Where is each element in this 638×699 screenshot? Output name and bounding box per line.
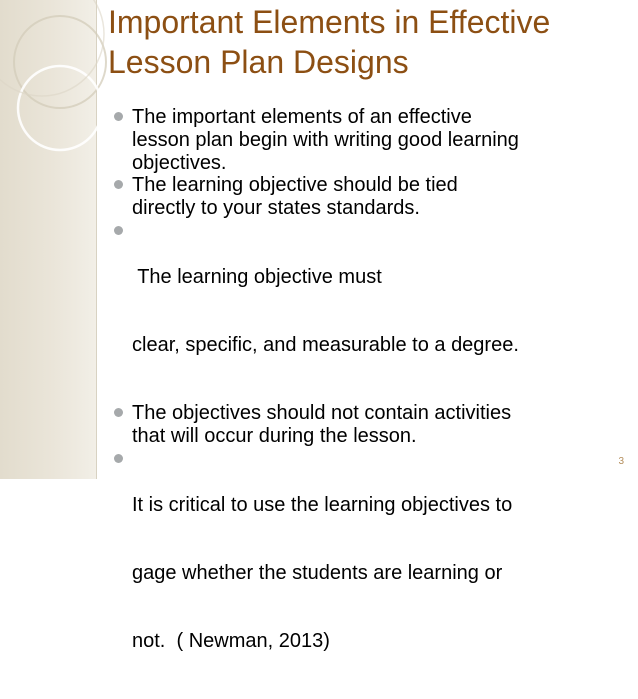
bullet-line: not. ( Newman, 2013) xyxy=(132,630,330,653)
bullet-item xyxy=(112,220,612,402)
bullet-line: directly to your states standards. xyxy=(132,197,420,220)
bullet-line: The learning objective must xyxy=(132,265,382,288)
bullet-icon xyxy=(114,408,123,417)
bullet-line: gage whether the students are learning or xyxy=(132,561,503,584)
bullet-icon xyxy=(114,180,123,189)
slide-title-line: Lesson Plan Designs xyxy=(108,44,409,80)
bullet-icon xyxy=(114,454,123,463)
bullet-line: lesson plan begin with writing good learning xyxy=(132,128,519,151)
bullet-line: clear, specific, and measurable to a degree. xyxy=(132,333,519,356)
bullet-line: The important elements of an effective xyxy=(132,106,472,128)
bullet-icon xyxy=(114,226,123,235)
bullet-item xyxy=(112,402,612,448)
bullet-line: The objectives should not contain activities xyxy=(132,402,512,425)
bullet-text xyxy=(132,402,612,448)
slide-title xyxy=(108,2,628,82)
bullet-item xyxy=(112,106,612,174)
slide-title-line: Important Elements in Effective xyxy=(108,4,551,40)
bullet-line: It is critical to use the learning objectives to xyxy=(132,493,513,516)
bullet-text xyxy=(132,174,612,220)
bullet-line: objectives. xyxy=(132,151,227,174)
bullet-text xyxy=(132,448,612,699)
slide-number: 3 xyxy=(618,456,624,467)
bullet-item xyxy=(112,448,612,699)
bullet-line: that will occur during the lesson. xyxy=(132,425,417,448)
bullet-text xyxy=(132,106,612,174)
bullet-line: The learning objective should be tied xyxy=(132,174,458,197)
bullet-icon xyxy=(114,112,123,121)
bullet-text xyxy=(132,220,612,402)
bullet-item xyxy=(112,174,612,220)
bullet-list xyxy=(112,106,612,699)
